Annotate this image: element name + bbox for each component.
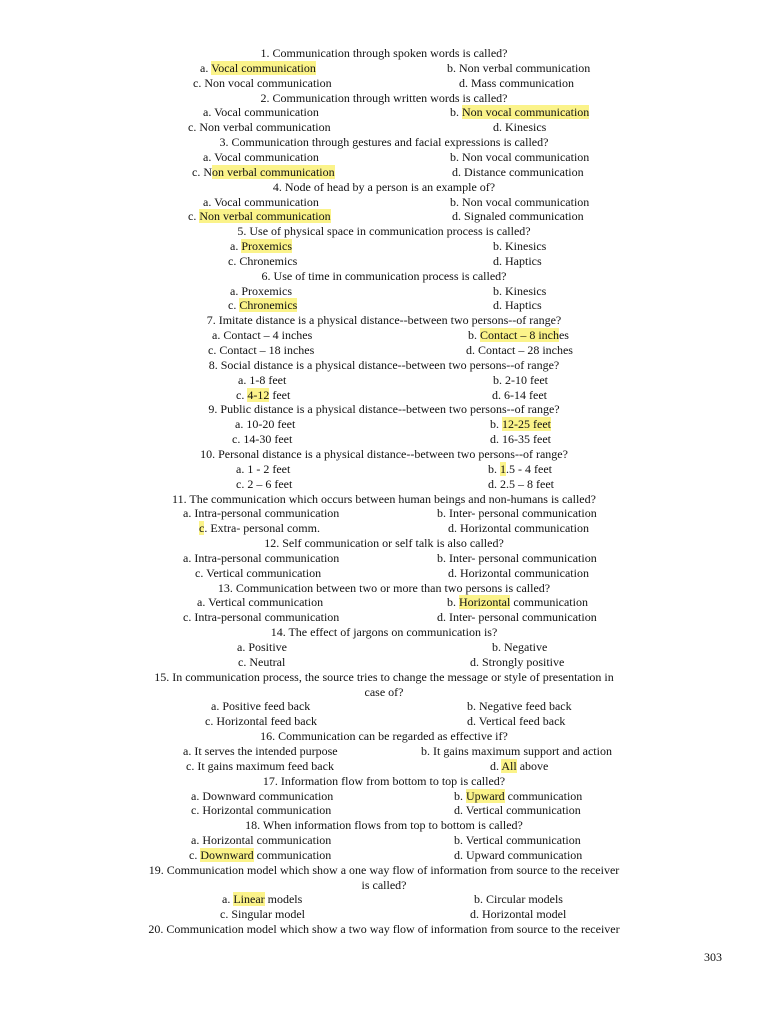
option-text: a. Positive [237, 640, 287, 654]
answer-option [220, 907, 305, 922]
option-text: above [516, 759, 549, 773]
answer-option [208, 343, 314, 358]
option-text: c. N [192, 165, 212, 179]
answer-option [492, 640, 547, 655]
option-text: c. [236, 388, 248, 402]
option-text: a. [200, 61, 212, 75]
answer-option [236, 462, 290, 477]
highlighted-answer: Vocal communication [211, 61, 316, 75]
highlighted-answer: Upward [466, 789, 505, 803]
answer-option [467, 699, 572, 714]
answer-option [183, 551, 339, 566]
highlighted-answer: 12-25 feet [502, 417, 551, 431]
question-line: 18. When information flows from top to bottom is called? [245, 818, 523, 832]
option-text: a. Intra-personal communication [183, 551, 340, 565]
option-text: d. Upward communication [454, 848, 583, 862]
option-text: d. Haptics [493, 254, 542, 268]
answer-option [493, 239, 546, 254]
option-text: c. Intra-personal communication [183, 610, 340, 624]
answer-option [454, 848, 582, 863]
option-text: b. [490, 417, 502, 431]
answer-option [189, 848, 331, 863]
question-line: 6. Use of time in communication process is called? [261, 269, 507, 283]
option-text: a. Proxemics [230, 284, 292, 298]
option-text: d. Haptics [493, 298, 542, 312]
answer-option [447, 61, 590, 76]
question-line: 7. Imitate distance is a physical distance--between two persons--of range? [206, 313, 562, 327]
question-line: 14. The effect of jargons on communication is? [270, 625, 498, 639]
option-text: a. Vocal communication [203, 150, 319, 164]
question-line: 16. Communication can be regarded as effective if? [260, 729, 508, 743]
answer-option [238, 373, 286, 388]
option-text: c. [228, 298, 240, 312]
option-text: b. Inter- personal communication [437, 551, 597, 565]
option-text: b. It gains maximum support and action [421, 744, 612, 758]
option-text: d. [490, 759, 502, 773]
highlighted-answer: Linear [233, 892, 265, 906]
option-text: d. Strongly positive [470, 655, 565, 669]
answer-option [228, 254, 297, 269]
answer-option [230, 284, 292, 299]
option-text: c. Vertical communication [195, 566, 322, 580]
answer-option [203, 105, 319, 120]
answer-option [454, 833, 581, 848]
option-text: b. Inter- personal communication [437, 506, 597, 520]
highlighted-answer: c [199, 521, 205, 535]
option-text: d. Horizontal communication [448, 521, 589, 535]
option-text: b. Kinesics [493, 284, 547, 298]
option-text: a. Downward communication [191, 789, 334, 803]
option-text: b. Kinesics [493, 239, 547, 253]
answer-option [493, 284, 546, 299]
answer-option [237, 640, 287, 655]
option-text: c. Neutral [238, 655, 286, 669]
question-line: 3. Communication through gestures and facial expressions is called? [219, 135, 549, 149]
answer-option [191, 789, 333, 804]
option-text: a. Contact – 4 inches [212, 328, 313, 342]
answer-option [183, 610, 339, 625]
answer-option [448, 521, 589, 536]
answer-option [474, 892, 563, 907]
option-text: b. Non vocal communication [450, 150, 590, 164]
answer-option [454, 803, 581, 818]
highlighted-answer: All [501, 759, 517, 773]
question-line: 5. Use of physical space in communication process is called? [237, 224, 531, 238]
option-text: d. Horizontal model [470, 907, 567, 921]
option-text: c. 14-30 feet [232, 432, 293, 446]
answer-option [468, 328, 569, 343]
option-text: b. [454, 789, 466, 803]
option-text: d. Mass communication [459, 76, 574, 90]
answer-option [203, 195, 319, 210]
option-text: b. 2-10 feet [493, 373, 548, 387]
question-line: 13. Communication between two or more than two persons is called? [217, 581, 551, 595]
answer-option [490, 417, 551, 432]
option-text: b. [468, 328, 480, 342]
question-line: 15. In communication process, the source tries to change the message or style of presentation in [154, 670, 614, 684]
answer-option [203, 150, 319, 165]
answer-option [191, 803, 331, 818]
option-text: c. [189, 848, 201, 862]
option-text: a. Vocal communication [203, 105, 319, 119]
option-text: models [264, 892, 303, 906]
option-text: a. [222, 892, 234, 906]
option-text: c. Non vocal communication [193, 76, 332, 90]
option-text: c. Horizontal feed back [205, 714, 317, 728]
option-text: b. Negative feed back [467, 699, 572, 713]
answer-option [199, 521, 320, 536]
answer-option [197, 595, 323, 610]
answer-option [195, 566, 321, 581]
highlighted-answer: Non verbal communication [199, 209, 331, 223]
answer-option [448, 566, 589, 581]
answer-option [193, 76, 332, 91]
answer-option [490, 432, 551, 447]
highlighted-answer: on verbal communication [212, 165, 335, 179]
option-text: d. 2.5 – 8 feet [488, 477, 554, 491]
highlighted-answer: 1 [500, 462, 506, 476]
answer-option [454, 789, 582, 804]
answer-option [183, 506, 339, 521]
highlighted-answer: 4-12 [247, 388, 270, 402]
question-line: is called? [361, 878, 407, 892]
option-text: b. [488, 462, 500, 476]
option-text: a. [230, 239, 242, 253]
option-text: es [558, 328, 569, 342]
answer-option [493, 298, 542, 313]
option-text: c. Non verbal communication [188, 120, 331, 134]
option-text: communication [504, 789, 583, 803]
answer-option [232, 432, 292, 447]
option-text: d. 16-35 feet [490, 432, 551, 446]
answer-option [200, 61, 316, 76]
question-line: 9. Public distance is a physical distance--between two persons--of range? [208, 402, 560, 416]
answer-option [437, 506, 597, 521]
option-text: a. It serves the intended purpose [183, 744, 338, 758]
answer-option [437, 551, 597, 566]
answer-option [470, 655, 564, 670]
question-line: 12. Self communication or self talk is also called? [264, 536, 504, 550]
option-text: c. Contact – 18 inches [208, 343, 315, 357]
option-text: d. Horizontal communication [448, 566, 589, 580]
highlighted-answer: Contact – 8 inch [480, 328, 559, 342]
option-text: a. 1 - 2 feet [236, 462, 291, 476]
answer-option [211, 699, 310, 714]
answer-option [493, 373, 548, 388]
answer-option [450, 150, 589, 165]
option-text: c. 2 – 6 feet [236, 477, 293, 491]
option-text: d. Inter- personal communication [437, 610, 597, 624]
answer-option [230, 239, 292, 254]
answer-option [188, 120, 331, 135]
option-text: c. Chronemics [228, 254, 298, 268]
option-text: b. [450, 105, 462, 119]
option-text: d. Vertical feed back [467, 714, 566, 728]
option-text: a. 1-8 feet [238, 373, 287, 387]
answer-option [421, 744, 612, 759]
highlighted-answer: Horizontal [459, 595, 511, 609]
option-text: communication [510, 595, 588, 609]
option-text: b. Circular models [474, 892, 563, 906]
answer-option [222, 892, 302, 907]
answer-option [228, 298, 297, 313]
answer-option [452, 209, 584, 224]
answer-option [466, 343, 573, 358]
option-text: b. Vertical communication [454, 833, 581, 847]
answer-option [459, 76, 574, 91]
highlighted-answer: Chronemics [239, 298, 298, 312]
answer-option [236, 477, 292, 492]
option-text: a. Horizontal communication [191, 833, 332, 847]
question-line: 17. Information flow from bottom to top is called? [262, 774, 506, 788]
option-text: d. Contact – 28 inches [466, 343, 573, 357]
answer-option [188, 209, 331, 224]
answer-option [447, 595, 588, 610]
option-text: c. Horizontal communication [191, 803, 332, 817]
option-text: . Extra- personal comm. [204, 521, 320, 535]
answer-option [492, 388, 547, 403]
option-text: feet [269, 388, 291, 402]
answer-option [183, 744, 338, 759]
highlighted-answer: Proxemics [241, 239, 292, 253]
answer-option [493, 120, 546, 135]
answer-option [490, 759, 548, 774]
answer-option [493, 254, 542, 269]
answer-option [467, 714, 565, 729]
answer-option [450, 105, 589, 120]
option-text: a. 10-20 feet [235, 417, 296, 431]
question-line: 2. Communication through written words is called? [260, 91, 508, 105]
answer-option [238, 655, 285, 670]
answer-option [452, 165, 584, 180]
highlighted-answer: Non vocal communication [462, 105, 590, 119]
option-text: c. It gains maximum feed back [186, 759, 334, 773]
option-text: b. Non verbal communication [447, 61, 591, 75]
answer-option [186, 759, 334, 774]
question-line: 11. The communication which occurs between human beings and non-humans is called? [172, 492, 596, 506]
option-text: .5 - 4 feet [506, 462, 552, 476]
option-text: a. Vertical communication [197, 595, 324, 609]
option-text: d. Distance communication [452, 165, 584, 179]
option-text: d. 6-14 feet [492, 388, 547, 402]
answer-option [235, 417, 295, 432]
option-text: a. Intra-personal communication [183, 506, 340, 520]
question-line: 1. Communication through spoken words is called? [260, 46, 508, 60]
question-line: 20. Communication model which show a two way flow of information from source to the receiver [148, 922, 620, 936]
answer-option [212, 328, 312, 343]
page-number: 303 [704, 950, 722, 964]
option-text: c. Singular model [220, 907, 305, 921]
question-line: case of? [364, 685, 404, 699]
question-line: 8. Social distance is a physical distance--between two persons--of range? [208, 358, 560, 372]
question-line: 4. Node of head by a person is an example of? [272, 180, 496, 194]
option-text: d. Signaled communication [452, 209, 584, 223]
option-text: d. Kinesics [493, 120, 547, 134]
answer-option [488, 477, 554, 492]
question-line: 10. Personal distance is a physical distance--between two persons--of range? [200, 447, 568, 461]
question-line: 19. Communication model which show a one way flow of information from source to the receiver [148, 863, 620, 877]
option-text: d. Vertical communication [454, 803, 581, 817]
option-text: b. Negative [492, 640, 548, 654]
option-text: b. [447, 595, 459, 609]
answer-option [450, 195, 589, 210]
answer-option [205, 714, 317, 729]
answer-option [236, 388, 290, 403]
answer-option [488, 462, 552, 477]
answer-option [192, 165, 335, 180]
option-text: c. [188, 209, 200, 223]
option-text: a. Positive feed back [211, 699, 311, 713]
option-text: communication [253, 848, 332, 862]
answer-option [191, 833, 331, 848]
answer-option [437, 610, 597, 625]
highlighted-answer: Downward [200, 848, 254, 862]
option-text: a. Vocal communication [203, 195, 319, 209]
answer-option [470, 907, 566, 922]
option-text: b. Non vocal communication [450, 195, 590, 209]
